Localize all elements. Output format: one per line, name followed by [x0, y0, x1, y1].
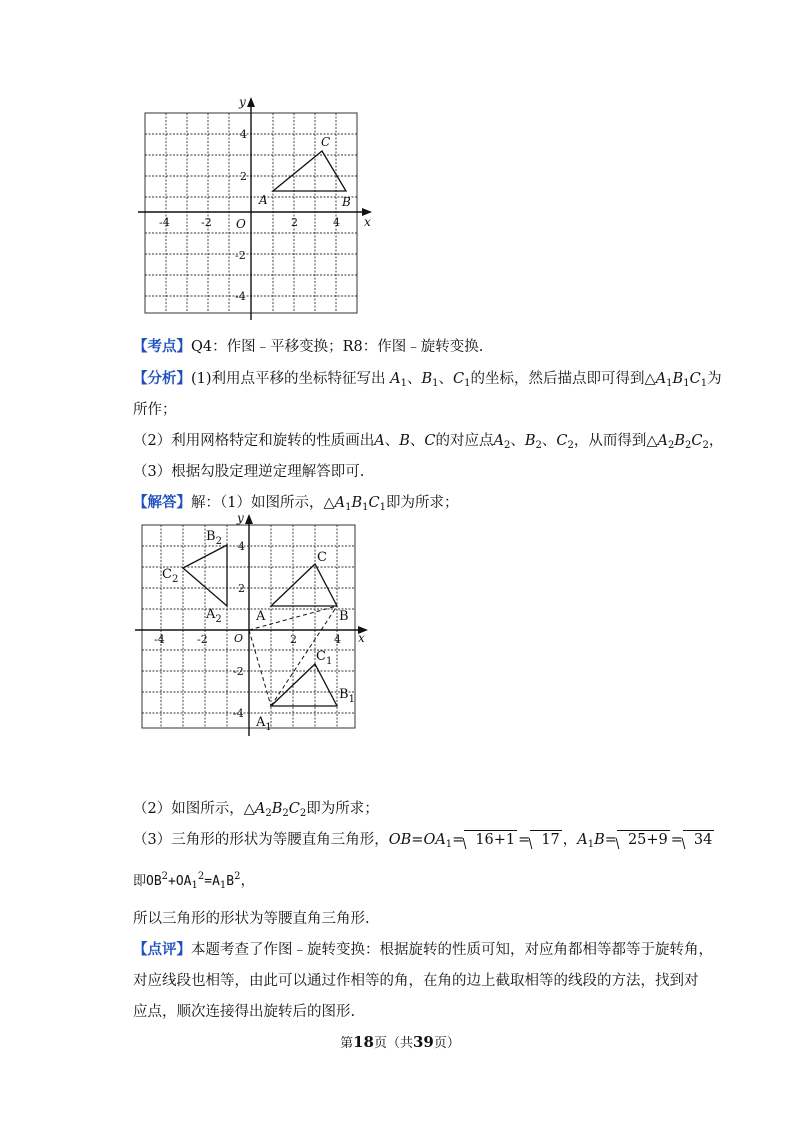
equation-line: 即$OB^2+OA_1^2=A_1B^2$，	[133, 871, 255, 891]
jieda-tag: 【解答】	[133, 494, 191, 511]
y-tick-label: -2	[233, 665, 244, 678]
x-tick-label: 2	[290, 633, 297, 646]
x-axis-label: x	[358, 631, 365, 645]
page-total: 39	[413, 1033, 434, 1051]
y-tick-label: -2	[235, 249, 246, 262]
point-label-c: C	[321, 135, 331, 149]
x-tick-label: -2	[201, 216, 212, 229]
x-tick-label: 4	[334, 633, 341, 646]
fenxi-tag: 【分析】	[133, 370, 191, 387]
sqrt-25-plus-9: 25+9	[617, 830, 670, 849]
point-label-c: C	[317, 550, 327, 565]
dianping-tag: 【点评】	[133, 941, 191, 958]
sqrt-17: 17	[530, 830, 561, 849]
point-label-a: A	[256, 609, 266, 624]
page-number: 18	[353, 1033, 374, 1051]
y-tick-label: 2	[238, 582, 245, 595]
x-tick-label: 2	[291, 216, 298, 229]
x-axis-label: x	[364, 215, 371, 229]
part3-line: （3）三角形的形状为等腰直角三角形，$OB=OA_1= 16+1 = 17$ ，$A_1B= 25+9 = 34$	[133, 832, 713, 850]
kaodian-tag: 【考点】	[133, 338, 191, 355]
sqrt-16-plus-1: 16+1	[464, 830, 517, 849]
origin-label: O	[234, 632, 244, 645]
x-tick-label: -2	[197, 633, 208, 646]
x-tick-label: -4	[159, 216, 170, 229]
kaodian-line	[133, 337, 733, 357]
y-axis-label: y	[237, 512, 244, 525]
y-tick-label: -4	[235, 290, 246, 303]
fenxi-line-4: （3）根据勾股定理逆定理解答即可.	[133, 464, 365, 480]
page-footer: 第18页（共39页）	[340, 1033, 460, 1051]
point-label-b: B	[342, 195, 351, 209]
figure-1-coordinate-grid	[128, 92, 388, 322]
part2-line: （2）如图所示，$\triangle A_2B_2C_2$即为所求；	[133, 801, 379, 819]
origin-label: O	[236, 217, 246, 231]
point-label-a2: $A_2$	[206, 607, 222, 625]
y-tick-label: 4	[238, 540, 245, 553]
y-tick-label: 2	[240, 170, 247, 183]
sqrt-34: 34	[683, 830, 714, 849]
fenxi-line-3: （2）利用网格特定和旋转的性质画出A、B、C的对应点$A_2$、$B_2$、$C_2$，从而得到$\triangle A_2B_2C_2$，	[133, 433, 724, 451]
jieda-line: 【解答】解：（1）如图所示，$\triangle A_1B_1C_1$即为所求；	[133, 494, 459, 513]
point-label-b: B	[339, 609, 349, 624]
figure-2-coordinate-grid	[130, 512, 390, 742]
point-label-a1: $A_1$	[256, 715, 272, 733]
triangle-a1b1c1	[271, 664, 337, 706]
dianping-line-3: 应点，顺次连接得出旋转后的图形.	[133, 1004, 356, 1020]
triangle-abc	[273, 151, 346, 191]
y-tick-label: 4	[240, 128, 247, 141]
point-label-b1: $B_1$	[339, 687, 355, 705]
fenxi-line-2: 所作；	[133, 402, 177, 418]
kaodian-text: Q4：作图﹣平移变换；R8：作图﹣旋转变换.	[191, 339, 484, 355]
dianping-line-2: 对应线段也相等，由此可以通过作相等的角，在角的边上截取相等的线段的方法，找到对	[133, 973, 699, 989]
x-tick-label: -4	[154, 633, 165, 646]
y-axis-label: y	[239, 95, 246, 109]
y-tick-label: -4	[233, 707, 244, 720]
triangle-abc	[271, 564, 337, 606]
dianping-line-1: 【点评】本题考查了作图﹣旋转变换：根据旋转的性质可知，对应角都相等都等于旋转角，	[133, 941, 713, 958]
point-label-b2: $B_2$	[206, 529, 222, 547]
point-label-c1: $C_1$	[316, 649, 333, 667]
x-tick-label: 4	[333, 216, 340, 229]
point-label-a: A	[259, 193, 268, 207]
fenxi-line-1: 【分析】(1)利用点平移的坐标特征写出 $A_1$、$B_1$、$C_1$的坐标，然后描点即可得到$\triangle A_1B_1C_1$为	[133, 370, 722, 389]
conclusion-line: 所以三角形的形状为等腰直角三角形.	[133, 911, 370, 927]
point-label-c2: $C_2$	[162, 567, 179, 585]
